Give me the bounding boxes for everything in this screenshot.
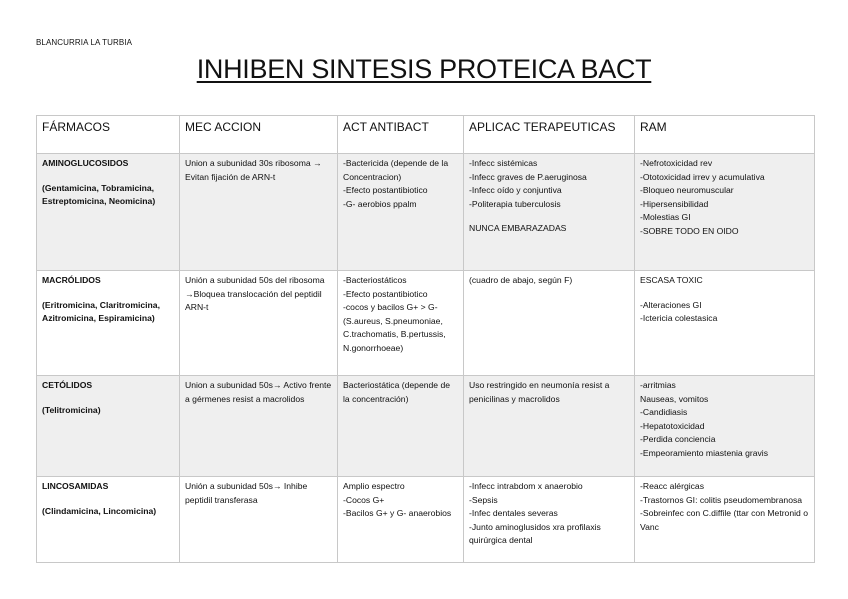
activity-cell bbox=[338, 154, 464, 271]
applications-cell bbox=[464, 271, 635, 376]
application-line: -Sepsis bbox=[469, 494, 498, 505]
ram-heading: ESCASA TOXIC bbox=[640, 275, 703, 285]
drug-cell bbox=[37, 376, 180, 477]
author-label: BLANCURRIA LA TURBIA bbox=[36, 38, 133, 47]
ram-line: -Ictericia colestasica bbox=[640, 313, 718, 323]
drug-name: MACRÓLIDOS bbox=[42, 275, 101, 285]
drug-examples: (Eritromicina, Claritromicina, Azitromicina, Espiramicina) bbox=[42, 299, 160, 323]
header-aplicac-terapeuticas: APLICAC TERAPEUTICAS bbox=[464, 116, 635, 154]
ram-line: -Molestias GI bbox=[640, 212, 691, 222]
activity-line: -Bactericida (depende de la Concentracion) bbox=[343, 158, 449, 182]
activity-line: -G- aerobios ppalm bbox=[343, 198, 417, 209]
application-line: -Infecc graves de P.aeruginosa bbox=[469, 171, 587, 182]
drug-name: CETÓLIDOS bbox=[42, 380, 93, 390]
application-line: (cuadro de abajo, según F) bbox=[469, 275, 573, 285]
application-line: -Junto aminoglusidos xra profilaxis quirúrgica dental bbox=[469, 521, 601, 545]
table-row bbox=[37, 271, 815, 376]
application-line: -Politerapia tuberculosis bbox=[469, 198, 561, 209]
ram-line: -Perdida conciencia bbox=[640, 434, 716, 444]
activity-line: -Cocos G+ bbox=[343, 494, 385, 505]
mechanism-text: Unión a subunidad 50s del ribosoma →Bloquea translocación del peptidil ARN-t bbox=[185, 275, 325, 312]
activity-cell bbox=[338, 376, 464, 477]
activity-line: -Efecto postantibiotico bbox=[343, 288, 428, 299]
ram-line: -Hepatotoxicidad bbox=[640, 420, 705, 431]
drug-examples: (Clindamicina, Lincomicina) bbox=[42, 505, 157, 516]
page-title: INHIBEN SINTESIS PROTEICA BACT bbox=[196, 54, 652, 84]
table-header-row bbox=[37, 116, 815, 154]
activity-line: -Efecto postantibiotico bbox=[343, 185, 428, 195]
mechanism-cell bbox=[180, 271, 338, 376]
activity-cell bbox=[338, 477, 464, 563]
drug-cell bbox=[37, 154, 180, 271]
header-act-antibact: ACT ANTIBACT bbox=[338, 116, 464, 154]
application-line: -Infecc sistémicas bbox=[469, 158, 538, 168]
applications-cell bbox=[464, 154, 635, 271]
application-line: -Infecc oído y conjuntiva bbox=[469, 185, 562, 195]
drug-name: AMINOGLUCOSIDOS bbox=[42, 158, 129, 168]
ram-line: -Sobreinfec con C.diffile (ttar con Metronid o Vanc bbox=[640, 508, 808, 532]
ram-line: -Alteraciones GI bbox=[640, 299, 702, 310]
mechanism-cell bbox=[180, 477, 338, 563]
ram-cell bbox=[635, 271, 815, 376]
ram-line: -SOBRE TODO EN OIDO bbox=[640, 225, 739, 236]
mechanism-text: Union a subunidad 30s ribosoma → Evitan fijación de ARN-t bbox=[185, 158, 322, 182]
drug-cell bbox=[37, 477, 180, 563]
activity-line: (S.aureus, S.pneumoniae, C.trachomatis, B.pertussis, N.gonorrhoeae) bbox=[343, 315, 446, 353]
application-line: Uso restringido en neumonía resist a penicilinas y macrolidos bbox=[469, 380, 610, 404]
mechanism-cell bbox=[180, 376, 338, 477]
header-farmacos: FÁRMACOS bbox=[37, 116, 180, 154]
activity-line: -Bacilos G+ y G- anaerobios bbox=[343, 508, 452, 518]
mechanism-text: Unión a subunidad 50s→ Inhibe peptidil transferasa bbox=[185, 481, 308, 505]
drug-cell bbox=[37, 271, 180, 376]
activity-cell bbox=[338, 271, 464, 376]
table-row bbox=[37, 376, 815, 477]
activity-line: Amplio espectro bbox=[343, 481, 405, 491]
ram-line: -Candidiasis bbox=[640, 407, 688, 417]
drug-examples: (Gentamicina, Tobramicina, Estreptomicina, Neomicina) bbox=[42, 182, 156, 206]
activity-line: -Bacteriostáticos bbox=[343, 275, 407, 285]
activity-line: -cocos y bacilos G+ > G- bbox=[343, 302, 438, 312]
ram-cell bbox=[635, 477, 815, 563]
drug-table bbox=[36, 115, 815, 563]
activity-line: Bacteriostática (depende de la concentración) bbox=[343, 380, 451, 404]
application-line: -Infecc intrabdom x anaerobio bbox=[469, 481, 583, 491]
ram-line: -Bloqueo neuromuscular bbox=[640, 185, 734, 195]
drug-examples: (Telitromicina) bbox=[42, 404, 101, 415]
table-row bbox=[37, 154, 815, 271]
ram-line: -Trastornos GI: colitis pseudomembranosa bbox=[640, 494, 803, 505]
header-ram: RAM bbox=[635, 116, 815, 154]
application-note: NUNCA EMBARAZADAS bbox=[469, 223, 567, 233]
ram-line: -Empeoramiento miastenia gravis bbox=[640, 447, 769, 458]
drug-name: LINCOSAMIDAS bbox=[42, 481, 109, 491]
ram-line: -Hipersensibilidad bbox=[640, 198, 709, 209]
ram-line: -Reacc alérgicas bbox=[640, 481, 704, 491]
mechanism-text: Union a subunidad 50s→ Activo frente a gérmenes resist a macrolidos bbox=[185, 380, 332, 404]
table-row bbox=[37, 477, 815, 563]
ram-line: -Nefrotoxicidad rev bbox=[640, 158, 713, 168]
header-mec-accion: MEC ACCION bbox=[180, 116, 338, 154]
ram-cell bbox=[635, 154, 815, 271]
applications-cell bbox=[464, 376, 635, 477]
ram-line: -Ototoxicidad irrev y acumulativa bbox=[640, 171, 765, 182]
application-line: -Infec dentales severas bbox=[469, 508, 558, 518]
ram-line: -arritmias bbox=[640, 380, 676, 390]
ram-line: Nauseas, vomitos bbox=[640, 393, 709, 404]
ram-cell bbox=[635, 376, 815, 477]
mechanism-cell bbox=[180, 154, 338, 271]
applications-cell bbox=[464, 477, 635, 563]
